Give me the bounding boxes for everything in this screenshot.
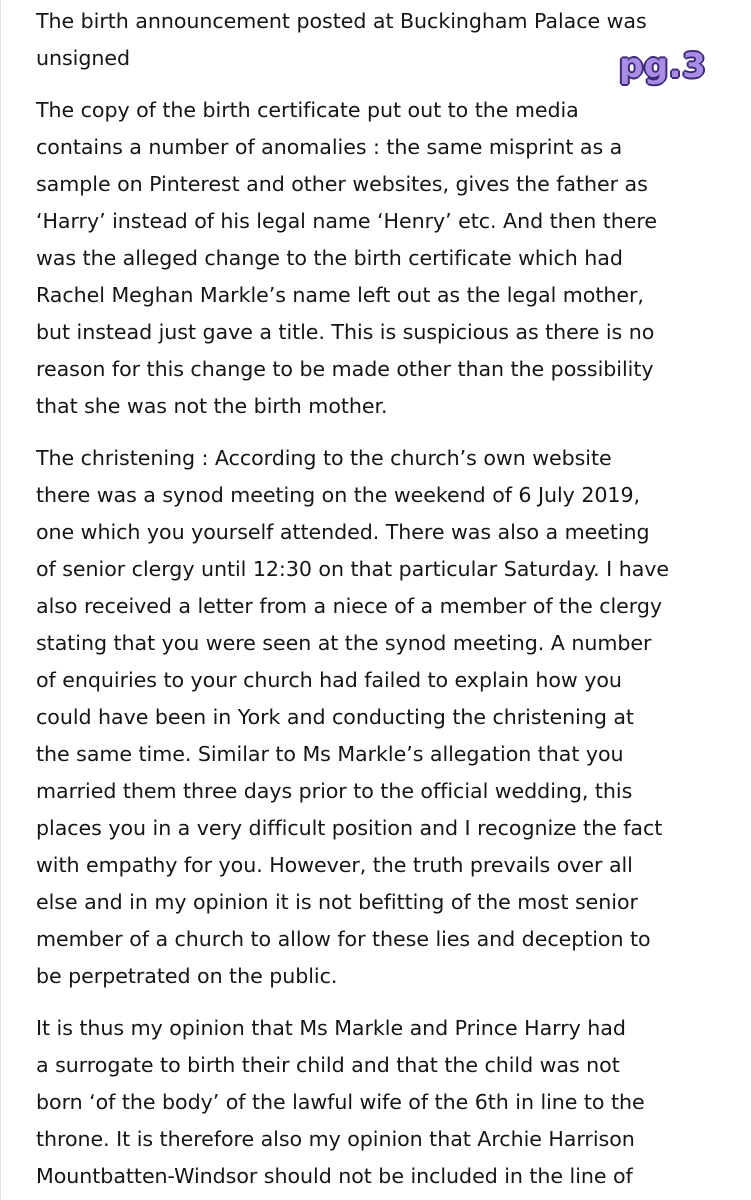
paragraph-surrogate-opinion: It is thus my opinion that Ms Markle and Prince Harry had a surrogate to birth their child and that the child was not born ‘of the body’ of the lawful wife of the 6th in line to the throne. It is therefore also my opinion that Archie Harrison Mountbatten-Windsor should not be included in the line of	[36, 1016, 645, 1188]
paragraph-birth-announcement: The birth announcement posted at Buckingham Palace was unsigned	[36, 9, 647, 70]
page-number-label: pg.3	[619, 46, 707, 86]
paragraph-christening: The christening : According to the church’s own website there was a synod meeting on the weekend of 6 July 2019, one which you yourself attended. There was also a meeting of senior clergy until 12:30 on that particular Saturday. I have also received a letter from a niece of a member of the clergy stating that you were seen at the synod meeting. A number of enquiries to your church had failed to explain how you could have been in York and conducting the christening at the same time. Similar to Ms Markle’s allegation that you married them three days prior to the official wedding, this places you in a very difficult position and I recognize the fact with empathy for you. However, the truth prevails over all else and in my opinion it is not befitting of the most senior member of a church to allow for these lies and deception to be perpetrated on the public.	[36, 446, 670, 988]
post-body	[36, 3, 726, 1195]
paragraph-birth-certificate: The copy of the birth certificate put out to the media contains a number of anomalies : the same misprint as a sample on Pinterest and other websites, gives the father as ‘Harry’ instead of his legal name ‘Henry’ etc. And then there was the alleged change to the birth certificate which had Rachel Meghan Markle’s name left out as the legal mother, but instead just gave a title. This is suspicious as there is no reason for this change to be made other than the possibility that she was not the birth mother.	[36, 98, 657, 418]
